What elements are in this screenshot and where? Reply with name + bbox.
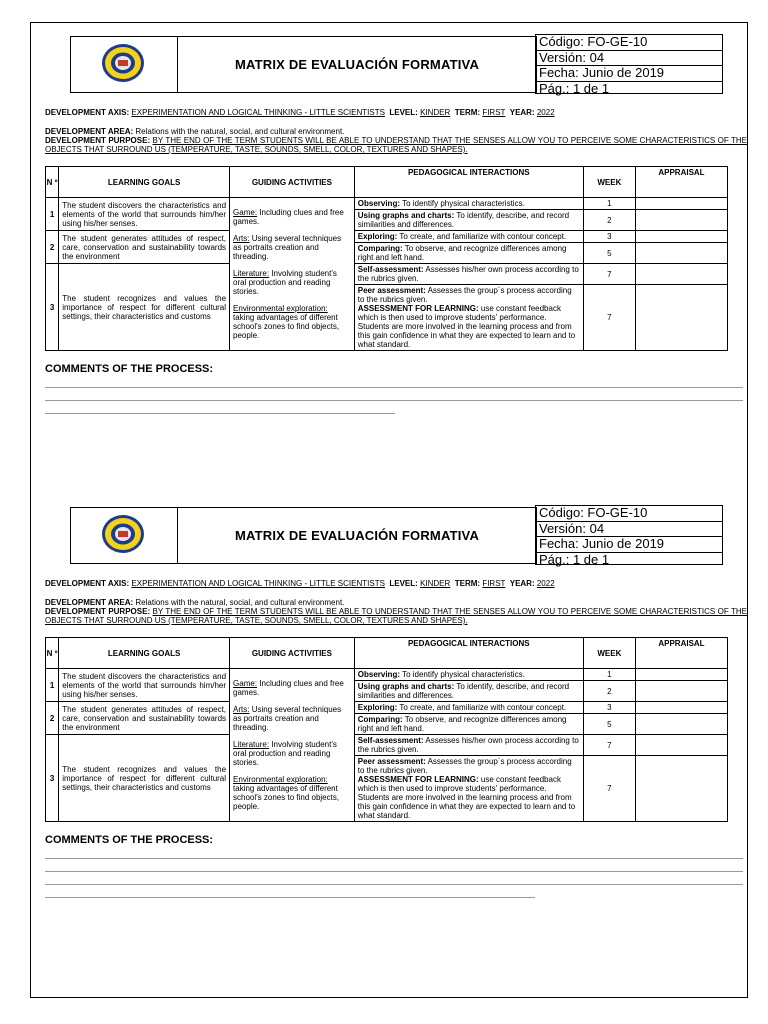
form-title: MATRIX DE EVALUACIÓN FORMATIVA bbox=[234, 528, 480, 543]
form-page: Pág.: 1 de 1 bbox=[539, 80, 610, 96]
axis-label: DEVELOPMENT AXIS: bbox=[45, 108, 130, 117]
axis-value: EXPERIMENTATION AND LOGICAL THINKING - LITTLE SCIENTISTS bbox=[131, 579, 385, 588]
activity-text: Including clues and free games. bbox=[233, 208, 344, 226]
col-header-activities: GUIDING ACTIVITIES bbox=[230, 167, 355, 198]
evaluation-form-2 bbox=[45, 505, 747, 898]
activity-title: Environmental exploration: bbox=[233, 304, 328, 313]
goal-number: 3 bbox=[46, 735, 59, 822]
form-metadata bbox=[535, 505, 723, 565]
week-cell: 7 bbox=[583, 285, 635, 351]
interaction-cell: Peer assessment: Assesses the group´s process according to the rubrics given. ASSESSMENT FOR LEARNING: use constant feedback which is then used to improve students' performance. Students are more involved in the learning process and from this gain confidence in what they are expected to learn and to what standard. bbox=[354, 756, 583, 822]
activity-text: Using several techniques as portraits creation and threading. bbox=[233, 234, 342, 261]
comments-label: COMMENTS OF THE PROCESS: bbox=[45, 834, 214, 846]
level-value: KINDER bbox=[420, 108, 451, 117]
col-header-appraisal: APPRAISAL bbox=[635, 638, 727, 669]
purpose-value: BY THE END OF THE TERM STUDENTS WILL BE ABLE TO UNDERSTAND THAT THE SENSES ALLOW YOU TO PERCEIVE SOME CHARACTERISTICS OF THE OBJECTS THAT SURROUND US (TEMPERATURE, TASTE, SOUNDS, SMELL, COLOR, TEXTURES AND SHAPES). bbox=[45, 136, 747, 154]
activity-text: Involving student's oral production and reading stories. bbox=[233, 269, 337, 296]
level-label: LEVEL: bbox=[389, 579, 418, 588]
activity-title: Literature: bbox=[233, 740, 270, 749]
week-cell: 1 bbox=[583, 669, 635, 681]
table-row bbox=[46, 735, 728, 756]
interaction-cell: Comparing: To observe, and recognize differences among right and left hand. bbox=[354, 243, 583, 264]
week-cell: 1 bbox=[583, 198, 635, 210]
evaluation-form-1 bbox=[45, 34, 747, 414]
table-row bbox=[46, 231, 728, 243]
form-page: Pág.: 1 de 1 bbox=[539, 551, 610, 567]
area-label: DEVELOPMENT AREA: bbox=[45, 598, 134, 607]
form-header bbox=[45, 34, 747, 95]
activity-text: taking advantages of different school's zones to find objects, people. bbox=[233, 784, 340, 811]
form-title: MATRIX DE EVALUACIÓN FORMATIVA bbox=[234, 57, 480, 72]
year-label: YEAR: bbox=[509, 579, 535, 588]
school-seal-icon bbox=[101, 514, 145, 554]
interaction-cell: Exploring: To create, and familiarize with contour concept. bbox=[354, 702, 583, 714]
form-date: Fecha: Junio de 2019 bbox=[536, 537, 722, 553]
comment-line[interactable] bbox=[45, 870, 743, 872]
activity-text: Including clues and free games. bbox=[233, 679, 344, 697]
term-value: FIRST bbox=[482, 108, 506, 117]
guiding-activities-cell bbox=[230, 198, 355, 351]
appraisal-cell[interactable] bbox=[635, 285, 727, 351]
table-header-row bbox=[46, 167, 728, 198]
development-area-line bbox=[45, 127, 747, 136]
area-value: Relations with the natural, social, and cultural environment. bbox=[135, 127, 345, 136]
week-cell: 2 bbox=[583, 681, 635, 702]
appraisal-cell[interactable] bbox=[635, 714, 727, 735]
development-area-line bbox=[45, 598, 747, 607]
table-row bbox=[46, 702, 728, 714]
area-label: DEVELOPMENT AREA: bbox=[45, 127, 134, 136]
comment-line[interactable] bbox=[45, 883, 743, 885]
form-code: Código: FO-GE-10 bbox=[536, 506, 722, 522]
interaction-cell: Peer assessment: Assesses the group´s process according to the rubrics given. ASSESSMENT FOR LEARNING: use constant feedback which is then used to improve students' performance. Students are more involved in the learning process and from this gain confidence in what they are expected to learn and to what standard. bbox=[354, 285, 583, 351]
logo-cell bbox=[70, 507, 177, 564]
week-cell: 3 bbox=[583, 231, 635, 243]
interaction-cell: Using graphs and charts: To identify, describe, and record similarities and differences. bbox=[354, 681, 583, 702]
goal-text: The student recognizes and values the importance of respect for different cultural settings, their characteristics and customs bbox=[59, 735, 230, 822]
goal-number: 2 bbox=[46, 231, 59, 264]
development-purpose-line bbox=[45, 136, 747, 154]
form-code: Código: FO-GE-10 bbox=[536, 35, 722, 51]
activity-text: taking advantages of different school's zones to find objects, people. bbox=[233, 313, 340, 340]
year-value: 2022 bbox=[536, 108, 555, 117]
comment-line[interactable] bbox=[45, 399, 743, 401]
week-cell: 3 bbox=[583, 702, 635, 714]
week-cell: 5 bbox=[583, 714, 635, 735]
development-axis-line bbox=[45, 108, 747, 117]
comment-line[interactable] bbox=[45, 896, 535, 898]
col-header-activities: GUIDING ACTIVITIES bbox=[230, 638, 355, 669]
level-value: KINDER bbox=[420, 579, 451, 588]
goal-number: 1 bbox=[46, 198, 59, 231]
term-value: FIRST bbox=[482, 579, 506, 588]
comment-line[interactable] bbox=[45, 857, 743, 859]
goal-text: The student discovers the characteristics and elements of the world that surrounds him/her using his/her senses. bbox=[59, 198, 230, 231]
activity-title: Environmental exploration: bbox=[233, 775, 328, 784]
school-seal-icon bbox=[101, 43, 145, 83]
col-header-pedagogical: PEDAGOGICAL INTERACTIONS bbox=[354, 638, 583, 669]
goal-text: The student generates attitudes of respect, care, conservation and sustainability towards the environment bbox=[59, 231, 230, 264]
guiding-activities-cell bbox=[230, 669, 355, 822]
appraisal-cell[interactable] bbox=[635, 264, 727, 285]
col-header-pedagogical: PEDAGOGICAL INTERACTIONS bbox=[354, 167, 583, 198]
form-version: Versión: 04 bbox=[536, 522, 722, 538]
form-version: Versión: 04 bbox=[536, 51, 722, 67]
comment-line[interactable] bbox=[45, 386, 743, 388]
axis-value: EXPERIMENTATION AND LOGICAL THINKING - LITTLE SCIENTISTS bbox=[131, 108, 385, 117]
week-cell: 7 bbox=[583, 264, 635, 285]
appraisal-cell[interactable] bbox=[635, 669, 727, 681]
year-value: 2022 bbox=[536, 579, 555, 588]
purpose-label: DEVELOPMENT PURPOSE: bbox=[45, 136, 151, 145]
activity-text: Using several techniques as portraits creation and threading. bbox=[233, 705, 342, 732]
comment-line[interactable] bbox=[45, 412, 395, 414]
form-metadata bbox=[535, 34, 723, 94]
appraisal-cell[interactable] bbox=[635, 231, 727, 243]
interaction-cell: Exploring: To create, and familiarize with contour concept. bbox=[354, 231, 583, 243]
interaction-cell: Comparing: To observe, and recognize differences among right and left hand. bbox=[354, 714, 583, 735]
title-cell bbox=[177, 507, 537, 564]
comments-label: COMMENTS OF THE PROCESS: bbox=[45, 363, 214, 375]
purpose-value: BY THE END OF THE TERM STUDENTS WILL BE ABLE TO UNDERSTAND THAT THE SENSES ALLOW YOU TO PERCEIVE SOME CHARACTERISTICS OF THE OBJECTS THAT SURROUND US (TEMPERATURE, TASTE, SOUNDS, SMELL, COLOR, TEXTURES AND SHAPES). bbox=[45, 607, 747, 625]
col-header-num: N º bbox=[46, 638, 59, 669]
logo-cell bbox=[70, 36, 177, 93]
week-cell: 7 bbox=[583, 735, 635, 756]
form-date: Fecha: Junio de 2019 bbox=[536, 66, 722, 82]
interaction-cell: Using graphs and charts: To identify, describe, and record similarities and differences. bbox=[354, 210, 583, 231]
interaction-cell: Observing: To identify physical characteristics. bbox=[354, 669, 583, 681]
week-cell: 5 bbox=[583, 243, 635, 264]
term-label: TERM: bbox=[454, 579, 481, 588]
interaction-cell: Self-assessment: Assesses his/her own process according to the rubrics given. bbox=[354, 264, 583, 285]
col-header-goals: LEARNING GOALS bbox=[59, 167, 230, 198]
appraisal-cell[interactable] bbox=[635, 702, 727, 714]
assessment-matrix-table bbox=[45, 637, 728, 822]
level-label: LEVEL: bbox=[389, 108, 418, 117]
week-cell: 2 bbox=[583, 210, 635, 231]
development-axis-line bbox=[45, 579, 747, 588]
table-row bbox=[46, 264, 728, 285]
goal-text: The student recognizes and values the importance of respect for different cultural settings, their characteristics and customs bbox=[59, 264, 230, 351]
form-header bbox=[45, 505, 747, 566]
col-header-goals: LEARNING GOALS bbox=[59, 638, 230, 669]
assessment-matrix-table bbox=[45, 166, 728, 351]
table-header-row bbox=[46, 638, 728, 669]
col-header-week: WEEK bbox=[583, 167, 635, 198]
goal-text: The student generates attitudes of respect, care, conservation and sustainability towards the environment bbox=[59, 702, 230, 735]
activity-title: Arts: bbox=[233, 234, 250, 243]
activity-title: Game: bbox=[233, 679, 258, 688]
appraisal-cell[interactable] bbox=[635, 198, 727, 210]
appraisal-cell[interactable] bbox=[635, 756, 727, 822]
table-row bbox=[46, 669, 728, 681]
axis-label: DEVELOPMENT AXIS: bbox=[45, 579, 130, 588]
goal-number: 2 bbox=[46, 702, 59, 735]
activity-title: Arts: bbox=[233, 705, 250, 714]
col-header-num: N º bbox=[46, 167, 59, 198]
activity-title: Game: bbox=[233, 208, 258, 217]
title-cell bbox=[177, 36, 537, 93]
year-label: YEAR: bbox=[509, 108, 535, 117]
term-label: TERM: bbox=[454, 108, 481, 117]
goal-text: The student discovers the characteristics and elements of the world that surrounds him/her using his/her senses. bbox=[59, 669, 230, 702]
appraisal-cell[interactable] bbox=[635, 681, 727, 702]
interaction-cell: Self-assessment: Assesses his/her own process according to the rubrics given. bbox=[354, 735, 583, 756]
col-header-appraisal: APPRAISAL bbox=[635, 167, 727, 198]
appraisal-cell[interactable] bbox=[635, 243, 727, 264]
interaction-cell: Observing: To identify physical characteristics. bbox=[354, 198, 583, 210]
appraisal-cell[interactable] bbox=[635, 735, 727, 756]
table-row bbox=[46, 198, 728, 210]
activity-text: Involving student's oral production and reading stories. bbox=[233, 740, 337, 767]
development-purpose-line bbox=[45, 607, 747, 625]
appraisal-cell[interactable] bbox=[635, 210, 727, 231]
activity-title: Literature: bbox=[233, 269, 270, 278]
goal-number: 1 bbox=[46, 669, 59, 702]
area-value: Relations with the natural, social, and cultural environment. bbox=[135, 598, 345, 607]
col-header-week: WEEK bbox=[583, 638, 635, 669]
purpose-label: DEVELOPMENT PURPOSE: bbox=[45, 607, 151, 616]
goal-number: 3 bbox=[46, 264, 59, 351]
week-cell: 7 bbox=[583, 756, 635, 822]
